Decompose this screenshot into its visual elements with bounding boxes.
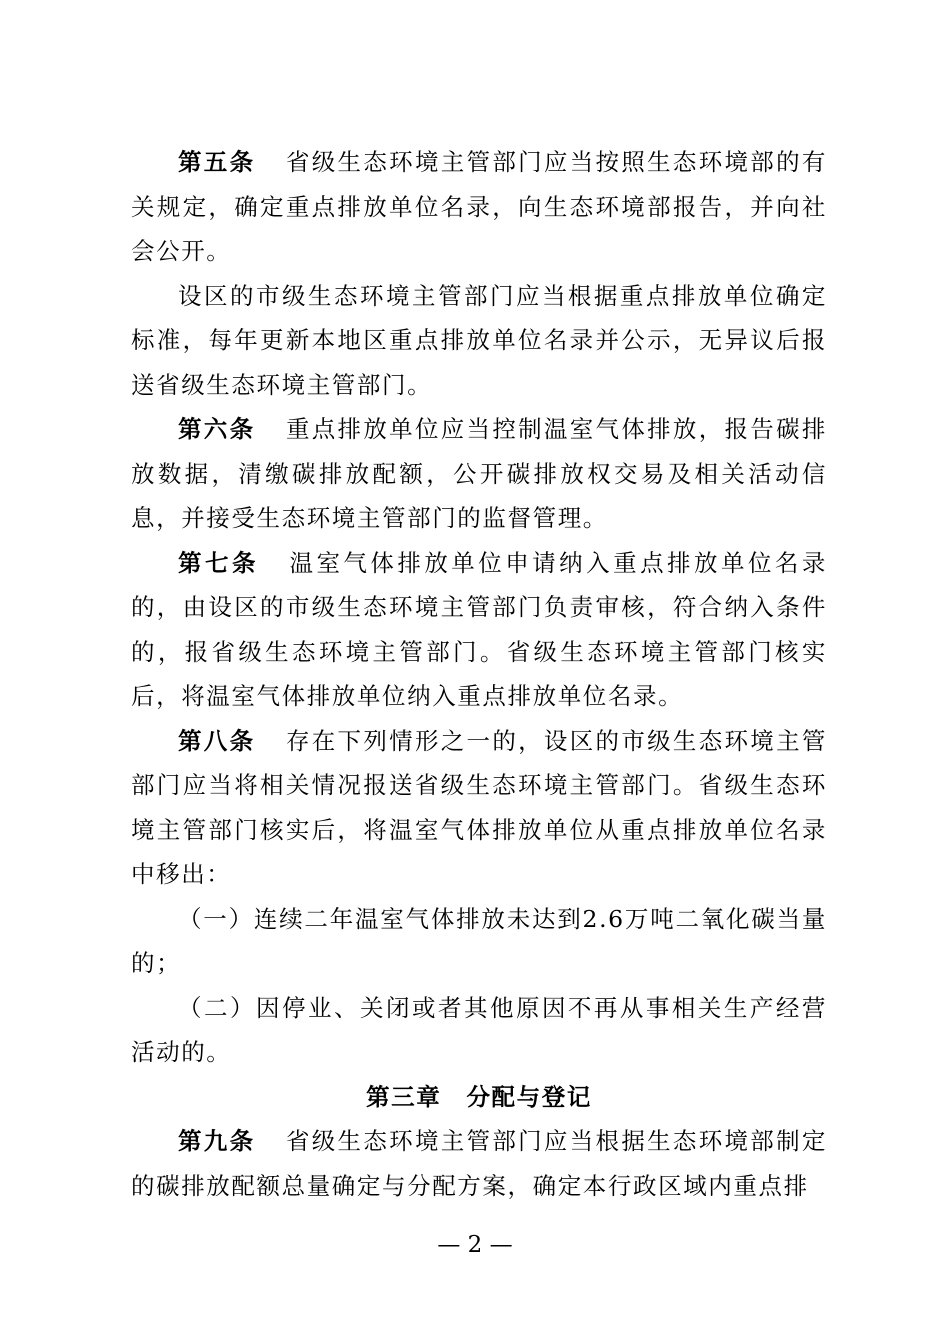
article-5 [131,140,827,274]
article-text: 存在下列情形之一的，设区的市级生态环境主管部门应当将相关情况报送省级生态环境主管部门。省级生态环境主管部门核实后，将温室气体排放单位从重点排放单位名录中移出： [131,726,827,888]
article-label: 第六条 [178,415,256,443]
article-label: 第五条 [178,148,256,176]
article-label: 第九条 [178,1127,256,1155]
article-text: 重点排放单位应当控制温室气体排放，报告碳排放数据，清缴碳排放配额，公开碳排放权交易及相关活动信息，并接受生态环境主管部门的监督管理。 [131,415,827,532]
article-8 [131,719,827,897]
article-6 [131,407,827,541]
article-text: 省级生态环境主管部门应当根据生态环境部制定的碳排放配额总量确定与分配方案，确定本行政区域内重点排 [131,1127,827,1200]
article-text: （一）连续二年温室气体排放未达到2.6万吨二氧化碳当量的； [131,904,827,977]
article-text: （二）因停业、关闭或者其他原因不再从事相关生产经营活动的。 [131,993,827,1066]
article-7 [131,541,827,719]
article-8-item-2 [131,986,827,1075]
article-text: 省级生态环境主管部门应当按照生态环境部的有关规定，确定重点排放单位名录，向生态环境部报告，并向社会公开。 [131,148,827,265]
article-label: 第八条 [178,726,256,755]
article-8-item-1 [131,897,827,986]
article-text: 设区的市级生态环境主管部门应当根据重点排放单位确定标准，每年更新本地区重点排放单位名录并公示，无异议后报送省级生态环境主管部门。 [131,281,827,399]
article-9 [131,1119,827,1208]
document-body [131,140,827,1208]
page-number: — 2 — [437,1232,513,1258]
chapter-heading: 第三章 分配与登记 [366,1082,592,1111]
article-5-paragraph-2 [131,274,827,408]
article-label: 第七条 [178,548,259,577]
article-text: 温室气体排放单位申请纳入重点排放单位名录的，由设区的市级生态环境主管部门负责审核，符合纳入条件的，报省级生态环境主管部门。省级生态环境主管部门核实后，将温室气体排放单位纳入重点排放单位名录。 [131,548,827,710]
